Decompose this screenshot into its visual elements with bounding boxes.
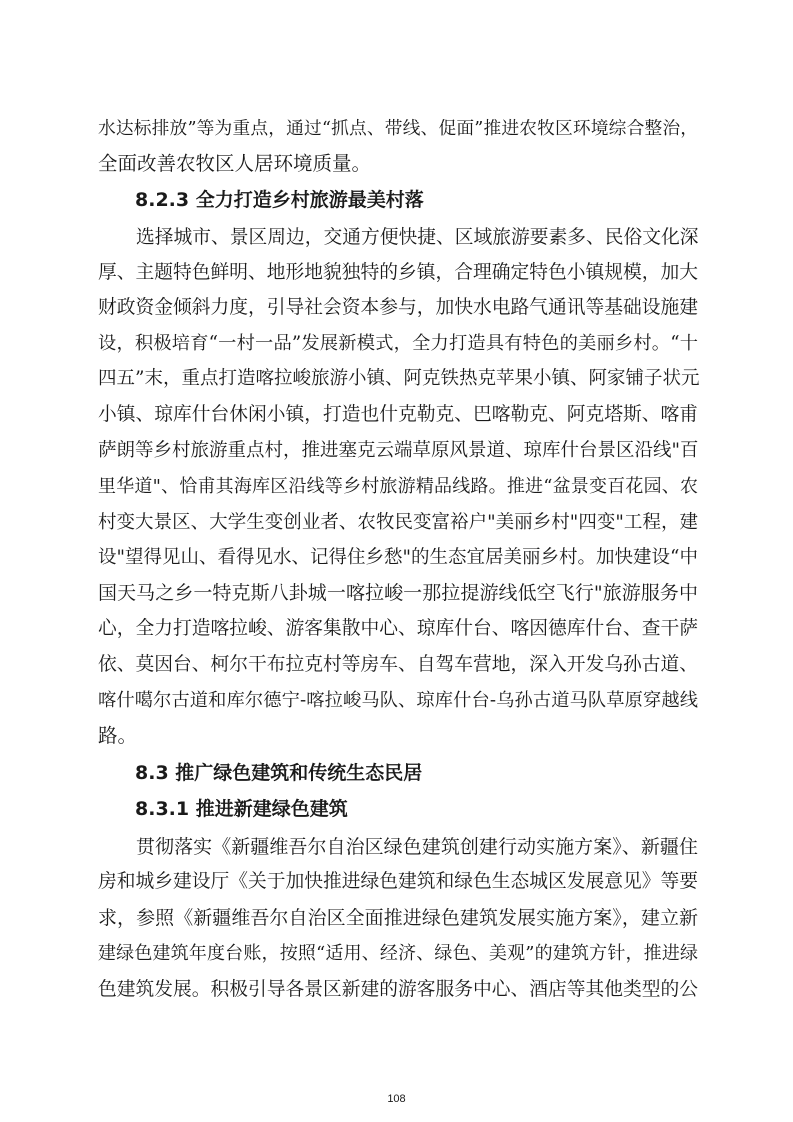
section-heading-8-3-1: 8.3.1 推进新建绿色建筑: [135, 798, 348, 820]
body-text-line: 求，参照《新疆维吾尔自治区全面推进绿色建筑发展实施方案》，建立新: [98, 907, 698, 929]
page-number: 108: [387, 1093, 406, 1105]
body-text-line: 贯彻落实《新疆维吾尔自治区绿色建筑创建行动实施方案》、新疆住: [136, 836, 698, 858]
body-text-line: 路。: [98, 724, 138, 747]
body-text-line: 喀什噶尔古道和库尔德宁-喀拉峻马队、琼库什台-乌孙古道马队草原穿越线: [98, 690, 698, 711]
section-heading-8-2-3: 8.2.3 全力打造乡村旅游最美村落: [135, 189, 424, 211]
body-text-line: 心，全力打造喀拉峻、游客集散中心、琼库什台、喀因德库什台、查干萨: [98, 618, 698, 639]
body-text-line: 房和城乡建设厅《关于加快推进绿色建筑和绿色生态城区发展意见》等要: [98, 871, 698, 892]
body-text-line: 村变大景区、大学生变创业者、农牧民变富裕户"美丽乡村"四变"工程，建: [98, 512, 698, 533]
body-text-line: 色建筑发展。积极引导各景区新建的游客服务中心、酒店等其他类型的公: [98, 979, 698, 1000]
body-text-line: 选择城市、景区周边，交通方便快捷、区域旅游要素多、民俗文化深: [136, 227, 699, 248]
body-text-line: 建绿色建筑年度台账，按照“适用、经济、绿色、美观”的建筑方针，推进绿: [98, 943, 698, 964]
body-text-line: 水达标排放”等为重点，通过“抓点、带线、促面”推进农牧区环境综合整治，: [98, 119, 698, 139]
body-text-line: 设"望得见山、看得见水、记得住乡愁"的生态宜居美丽乡村。加快建设“中: [98, 547, 698, 568]
body-text-line: 财政资金倾斜力度，引导社会资本参与，加快水电路气通讯等基础设施建: [98, 297, 698, 318]
body-text-line: 里华道"、恰甫其海库区沿线等乡村旅游精品线路。推进“盆景变百花园、农: [98, 476, 698, 497]
body-text-line: 国天马之乡一特克斯八卦城一喀拉峻一那拉提游线低空飞行"旅游服务中: [98, 582, 698, 604]
section-heading-8-3: 8.3 推广绿色建筑和传统生态民居: [135, 762, 423, 784]
body-text-line: 设，积极培育“一村一品”发展新模式，全力打造具有特色的美丽乡村。“十: [98, 333, 698, 354]
body-text-line: 厚、主题特色鲜明、地形地貌独特的乡镇，合理确定特色小镇规模，加大: [98, 262, 698, 283]
body-text-line: 依、莫因台、柯尔干布拉克村等房车、自驾车营地，深入开发乌孙古道、: [98, 654, 698, 675]
body-text-line: 小镇、琼库什台休闲小镇，打造也什克勒克、巴喀勒克、阿克塔斯、喀甫: [98, 404, 698, 425]
body-text-line: 全面改善农牧区人居环境质量。: [98, 152, 372, 175]
body-text-line: 四五”末，重点打造喀拉峻旅游小镇、阿克铁热克苹果小镇、阿家铺子状元: [98, 368, 700, 389]
body-text-line: 萨朗等乡村旅游重点村，推进塞克云端草原风景道、琼库什台景区沿线"百: [98, 440, 699, 461]
